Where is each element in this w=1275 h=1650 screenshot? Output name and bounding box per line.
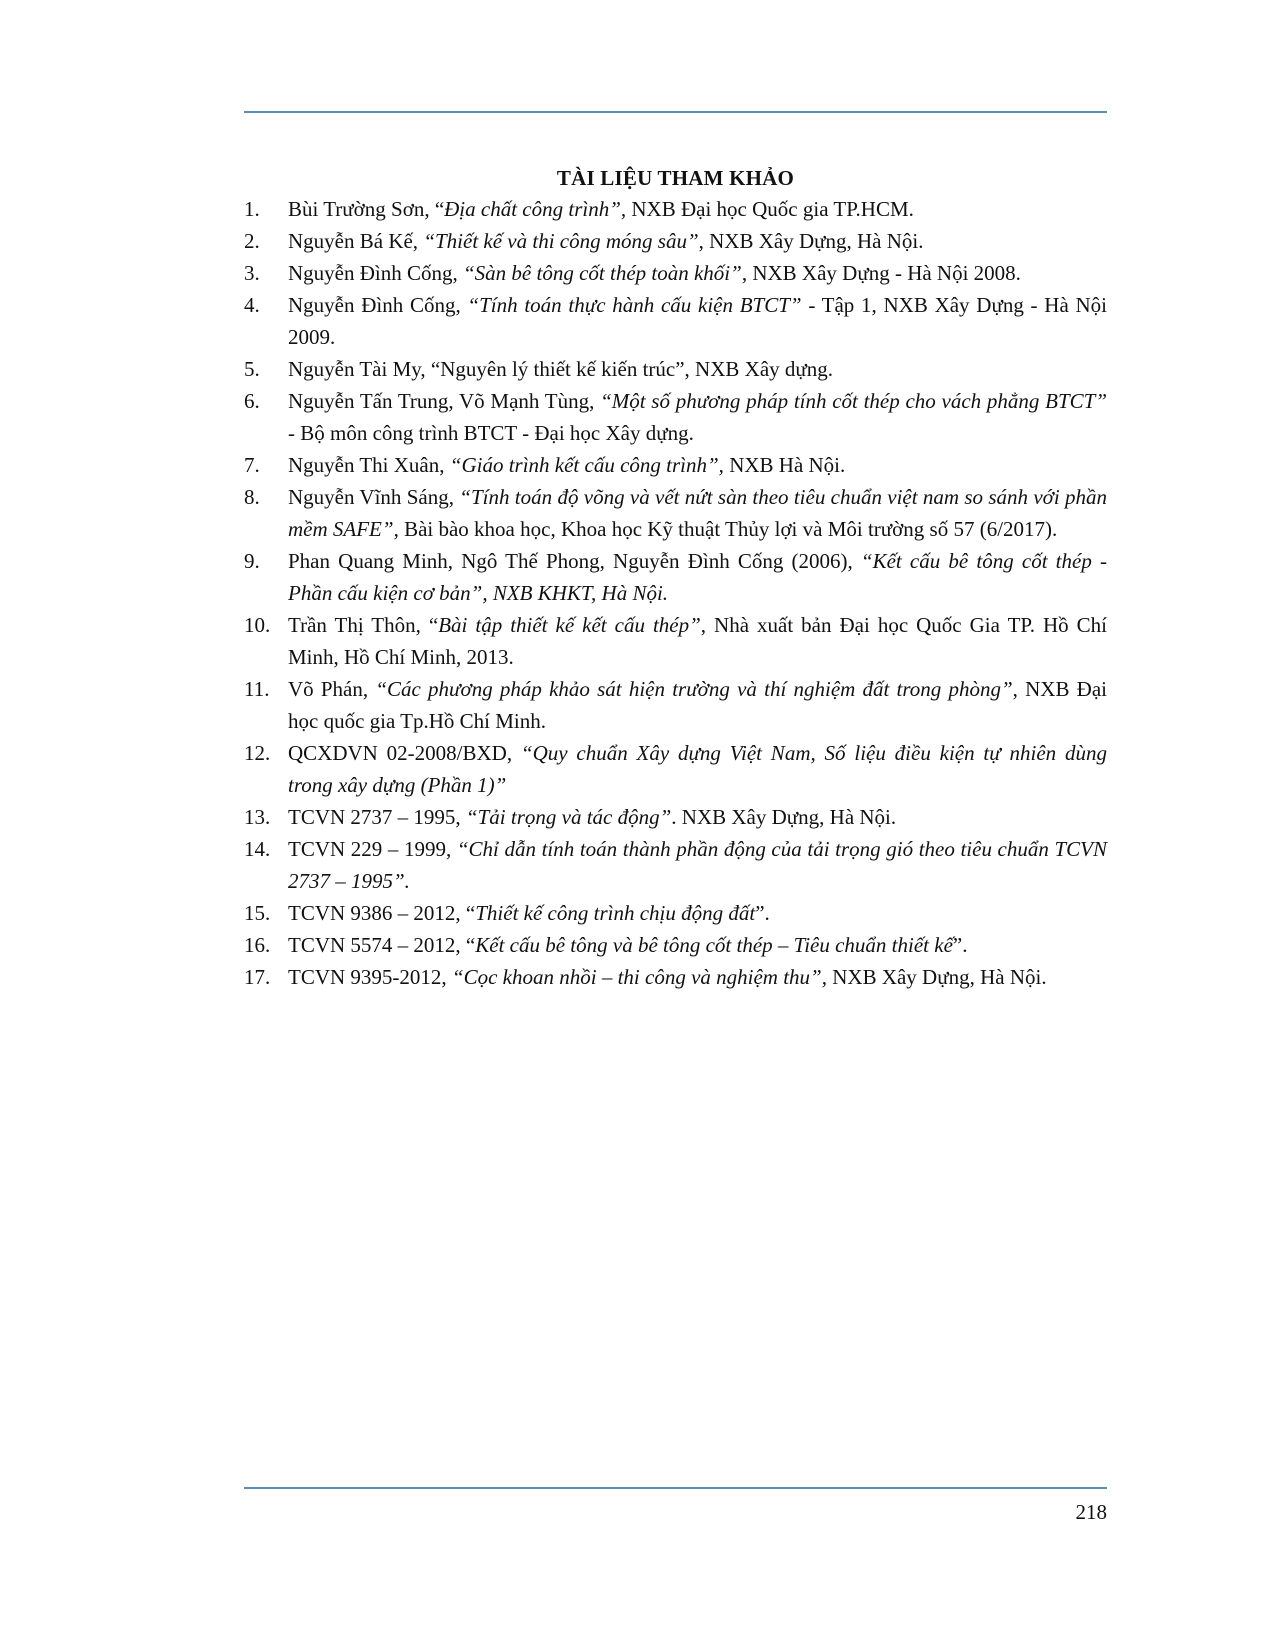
- reference-title: “Giáo trình kết cấu công trình”,: [449, 453, 724, 477]
- reference-item: [244, 193, 1107, 225]
- reference-number: 1.: [244, 197, 260, 221]
- reference-title: “Cọc khoan nhồi – thi công và nghiệm thu”,: [451, 965, 827, 989]
- reference-number: 5.: [244, 357, 260, 381]
- reference-item: [244, 961, 1107, 993]
- reference-number: 13.: [244, 805, 271, 829]
- reference-number: 8.: [244, 485, 260, 509]
- reference-text: TCVN 9395-2012,: [288, 965, 452, 989]
- reference-title: “Các phương pháp khảo sát hiện trường và thí nghiệm đất trong phòng”: [375, 677, 1013, 701]
- reference-title: “Sàn bê tông cốt thép toàn khối”: [463, 261, 742, 285]
- header-rule: [244, 111, 1107, 113]
- reference-title: “Tải trọng và tác động”: [465, 805, 672, 829]
- reference-text: - Bộ môn công trình BTCT - Đại học Xây dựng.: [288, 421, 694, 445]
- reference-text: Nguyễn Đình Cống,: [288, 261, 463, 285]
- footer-rule: [244, 1487, 1107, 1489]
- reference-item: [244, 449, 1107, 481]
- reference-text: Nguyễn Tấn Trung, Võ Mạnh Tùng,: [288, 389, 601, 413]
- reference-title: Kết cấu bê tông và bê tông cốt thép – Tiêu chuẩn thiết kế: [475, 933, 953, 957]
- reference-text: NXB Đại học Quốc gia TP.HCM.: [626, 197, 914, 221]
- reference-text: Trần Thị Thôn, “: [288, 613, 439, 637]
- reference-title: “Một số phương pháp tính cốt thép cho vách phẳng BTCT”: [600, 389, 1108, 413]
- reference-number: 2.: [244, 229, 260, 253]
- reference-number: 16.: [244, 933, 271, 957]
- reference-item: [244, 385, 1107, 449]
- reference-number: 9.: [244, 549, 260, 573]
- reference-number: 10.: [244, 613, 271, 637]
- reference-number: 7.: [244, 453, 260, 477]
- reference-text: Võ Phán,: [288, 677, 376, 701]
- reference-item: [244, 929, 1107, 961]
- reference-text: Nguyễn Thi Xuân,: [288, 453, 450, 477]
- reference-item: [244, 257, 1107, 289]
- reference-item: [244, 481, 1107, 545]
- reference-number: 17.: [244, 965, 271, 989]
- reference-item: [244, 897, 1107, 929]
- reference-item: [244, 801, 1107, 833]
- reference-text: Bùi Trường Sơn, “: [288, 197, 445, 221]
- reference-item: [244, 545, 1107, 609]
- page-title: TÀI LIỆU THAM KHẢO: [556, 166, 795, 190]
- reference-title: “Kết cấu bê tông cốt thép - Phần cấu kiện cơ bản”, NXB KHKT, Hà Nội.: [288, 549, 1107, 605]
- reference-text: TCVN 9386 – 2012, “: [288, 901, 476, 925]
- reference-text: Nguyễn Tài My, “Nguyên lý thiết kế kiến trúc”, NXB Xây dựng.: [288, 357, 834, 381]
- reference-text: QCXDVN 02-2008/BXD,: [288, 741, 521, 765]
- reference-number: 12.: [244, 741, 271, 765]
- reference-text: TCVN 2737 – 1995,: [288, 805, 466, 829]
- reference-text: Nguyễn Bá Kế,: [288, 229, 424, 253]
- reference-item: [244, 225, 1107, 257]
- reference-text: Nguyễn Đình Cống,: [288, 293, 468, 317]
- reference-number: 15.: [244, 901, 271, 925]
- reference-text: NXB Hà Nội.: [723, 453, 846, 477]
- reference-text: Nguyễn Vĩnh Sáng,: [288, 485, 460, 509]
- reference-item: [244, 673, 1107, 737]
- reference-text: ”.: [755, 901, 770, 925]
- reference-title: “Tính toán độ võng và vết nứt sàn theo tiêu chuẩn việt nam so sánh với phần mềm SAFE”: [288, 485, 1107, 541]
- reference-number: 14.: [244, 837, 271, 861]
- reference-title: Bài tập thiết kế kết cấu thép”: [438, 613, 701, 637]
- reference-title: Địa chất công trình”,: [444, 197, 627, 221]
- reference-number: 6.: [244, 389, 260, 413]
- reference-item: [244, 353, 1107, 385]
- reference-text: TCVN 229 – 1999,: [288, 837, 457, 861]
- reference-number: 4.: [244, 293, 260, 317]
- reference-text: NXB Xây Dựng, Hà Nội.: [826, 965, 1047, 989]
- reference-text: - Tập 1, NXB Xây Dựng - Hà Nội 2009.: [288, 293, 1107, 349]
- reference-title: “Thiết kế và thi công móng sâu”: [423, 229, 699, 253]
- reference-item: [244, 737, 1107, 801]
- reference-text: ”.: [952, 933, 968, 957]
- reference-text: , Nhà xuất bản Đại học Quốc Gia TP. Hồ Chí Minh, Hồ Chí Minh, 2013.: [288, 613, 1107, 669]
- page-number: 218: [1075, 1500, 1107, 1524]
- reference-title: “Quy chuẩn Xây dựng Việt Nam, Số liệu điều kiện tự nhiên dùng trong xây dựng (Phần 1)”: [288, 741, 1108, 797]
- reference-title: Thiết kế công trình chịu động đất: [475, 901, 756, 925]
- reference-title: “Tính toán thực hành cấu kiện BTCT”: [467, 293, 802, 317]
- reference-text: , Bài bào khoa học, Khoa học Kỹ thuật Thủy lợi và Môi trường số 57 (6/2017).: [393, 517, 1058, 541]
- reference-text: , NXB Đại học quốc gia Tp.Hồ Chí Minh.: [288, 677, 1107, 733]
- reference-text: . NXB Xây Dựng, Hà Nội.: [671, 805, 897, 829]
- reference-number: 11.: [244, 677, 270, 701]
- reference-title: “Chỉ dẫn tính toán thành phần động của tải trọng gió theo tiêu chuẩn TCVN 2737 – 1995”.: [288, 837, 1107, 893]
- reference-text: , NXB Xây Dựng, Hà Nội.: [698, 229, 924, 253]
- reference-item: [244, 289, 1107, 353]
- reference-text: Phan Quang Minh, Ngô Thế Phong, Nguyễn Đình Cống (2006),: [288, 549, 861, 573]
- reference-list: [244, 193, 1107, 993]
- reference-number: 3.: [244, 261, 260, 285]
- reference-item: [244, 833, 1107, 897]
- reference-item: [244, 609, 1107, 673]
- reference-text: , NXB Xây Dựng - Hà Nội 2008.: [741, 261, 1021, 285]
- reference-text: TCVN 5574 – 2012, “: [288, 933, 476, 957]
